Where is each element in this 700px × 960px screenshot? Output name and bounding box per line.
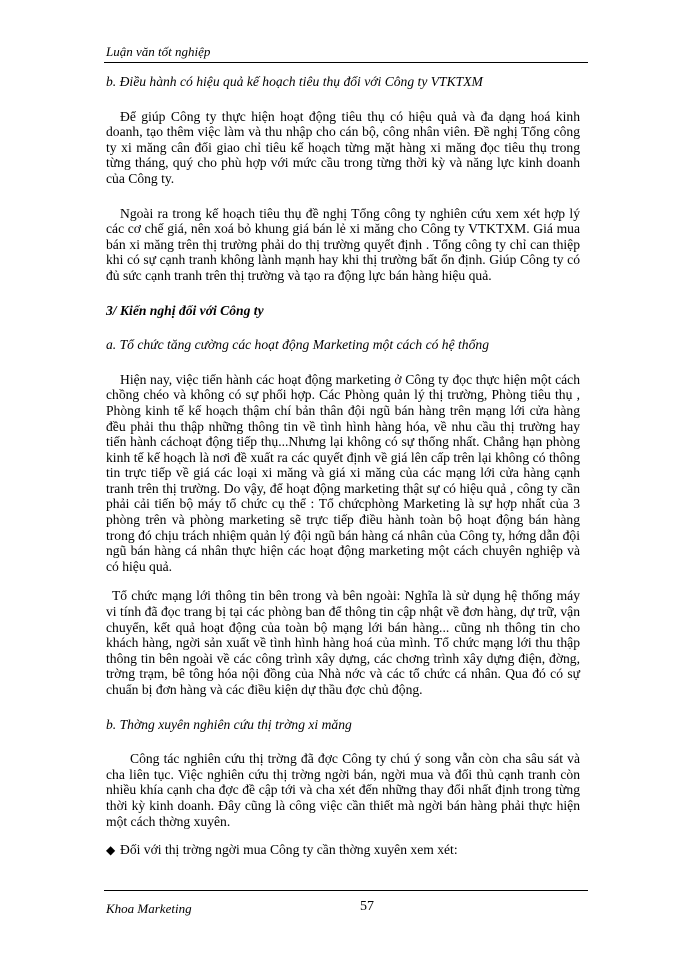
paragraph-5: Công tác nghiên cứu thị trờng đã đợc Công ty chú ý song vẫn còn cha sâu sát và cha liên tục. Việc nghiên cứu thị trờng ngời bán, ngời mua và đối thủ cạnh tranh còn nhiều khía cạnh cha đợc đề cập tới và cha xét đến những thay đổi nhất định trong từng thời kỳ kinh doanh. Đây cũng là công việc cần thiết mà ngời bán hàng phải thực hiện một cách thờng xuyên. (106, 751, 580, 829)
subheading-b-research: b. Thờng xuyên nghiên cứu thị trờng xi măng (106, 716, 352, 732)
paragraph-1: Để giúp Công ty thực hiện hoạt động tiêu thụ có hiệu quả và đa dạng hoá kinh doanh, tạo thêm việc làm và thu nhập cho cán bộ, công nhân viên. Đề nghị Tổng công ty xi măng cân đối giao chỉ tiêu kế hoạch từng mặt hàng xi măng đọc tiêu thụ trong từng tháng, quý cho phù hợp với mức cầu trong từng thời kỳ và năng lực kinh doanh của Công ty. (106, 108, 580, 186)
footer-rule (104, 890, 588, 891)
body-content (106, 74, 580, 859)
header-title: Luận văn tốt nghiệp (106, 44, 211, 59)
footer-department: Khoa Marketing (106, 901, 192, 916)
diamond-bullet-icon: ◆ (106, 843, 116, 858)
bullet-text: Đối với thị trờng ngời mua Công ty cần thờng xuyên xem xét: (120, 842, 458, 858)
paragraph-4: Tổ chức mạng lới thông tin bên trong và bên ngoài: Nghĩa là sử dụng hệ thống máy vi tính đã đọc trang bị tại các phòng ban để thông tin cập nhật về đơn hàng, dự trữ, vận chuyển, kết quả hoạt động của toàn bộ mạng lới bán hàng... cũng nh thông tin cho khách hàng, ngời sản xuất về tình hình hàng hoá của mình. Tổ chức mạng lới thu thập thông tin bên ngoài về các công trình xây dựng, các chơng trình xây dựng điện, đờng, trờng trạm, bê tông hóa nội đồng của Nhà nớc và các tổ chức cá nhân. Qua đó có sự chuẩn bị đơn hàng và các điều kiện dự thầu đợc chủ động. (106, 588, 580, 697)
paragraph-2: Ngoài ra trong kế hoạch tiêu thụ đề nghị Tổng công ty nghiên cứu xem xét hợp lý các cơ chế giá, nên xoá bỏ khung giá bán lẻ xi măng cho Công ty VTKTXM. Giá mua bán xi măng trên thị trường phải do thị trường quyết định . Tổng công ty chỉ can thiệp khi có sự cạnh tranh không lành mạnh hay khi thị trường bất ổn định. Giúp Công ty có đủ sức cạnh tranh trên thị trường và tạo ra động lực bán hàng hiệu quả. (106, 205, 580, 283)
bullet-item (106, 842, 580, 859)
subheading-b-plan: b. Điều hành có hiệu quả kế hoạch tiêu thụ đối với Công ty VTKTXM (106, 74, 483, 89)
header-rule (104, 62, 588, 63)
section-heading-3: 3/ Kiến nghị đối với Công ty (106, 302, 264, 318)
subheading-a-marketing: a. Tổ chức tăng cường các hoạt động Marketing một cách có hệ thống (106, 337, 489, 353)
page-number: 57 (360, 899, 374, 914)
paragraph-3: Hiện nay, việc tiến hành các hoạt động marketing ở Công ty đọc thực hiện một cách chồng chéo và không có sự phối hợp. Các Phòng quản lý thị trường, Phòng tiêu thụ , Phòng kinh tế kế hoạch thậm chí bản thân đội ngũ bán hàng trên mạng lới cửa hàng đều phải thu thập những thông tin về tình hình hàng hóa, về nhu cầu thị trường hay tiến hành cáchoạt động tiếp thụ...Nhưng lại không có sự thống nhất. Chẳng hạn phòng kinh tế kế hoạch là nơi đề xuất ra các quyết định về giá lên cấp trên lại không có thông tin trực tiếp về giá các loại xi măng và giá xi măng của các mạng lới cửa hàng cạnh tranh trên thị trường. Do vậy, để hoạt động marketing thật sự có hiệu quả , công ty cần phải cải tiến bộ máy tổ chức cụ thể : Tổ chứcphòng Marketing là sự hợp nhất của 3 phòng trên và phòng marketing sẽ trực tiếp điều hành toàn bộ hoạt động bán hàng trong đó chịu trách nhiệm quản lý đội ngũ bán hàng cá nhân của Công ty, hớng dẫn đội ngũ bán hàng cá nhân thực hiện các hoạt động marketing một cách chuyên nghiệp và có hiệu quả. (106, 371, 580, 574)
